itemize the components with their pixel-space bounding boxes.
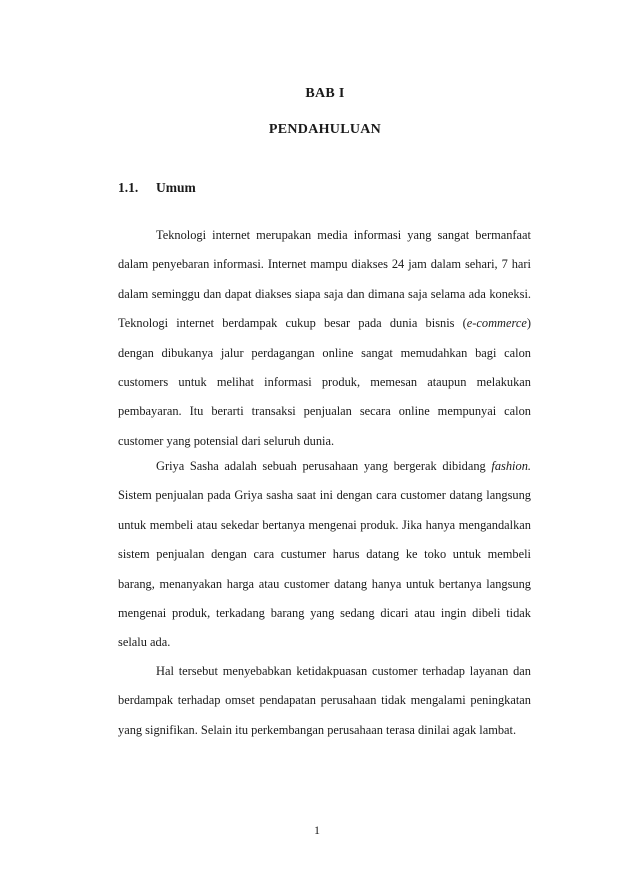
text-line: sistem penjualan dengan cara custumer harus datang ke toko untuk membeli [118,547,531,562]
italic-term: fashion. [491,459,531,473]
chapter-title: PENDAHULUAN [268,122,382,137]
text-line: untuk membeli atau sekedar bertanya mengenai produk. Jika hanya mengandalkan [118,517,531,532]
paragraph-2 [118,452,531,658]
section-title: Umum [156,180,196,195]
text-line: Hal tersebut menyebabkan ketidakpuasan customer terhadap layanan dan [156,664,531,678]
text-line: pembayaran. Itu berarti transaksi penjualan secara online mempunyai calon [118,404,531,419]
page-number: 1 [314,823,320,837]
section-number: 1.1. [118,180,139,195]
text-line: dengan dibukanya jalur perdagangan online sangat memudahkan bagi calon [118,345,531,360]
text-line: selalu ada. [118,635,171,650]
chapter-label: BAB I [305,86,345,101]
text-line: mengenai produk, terkadang barang yang sedang dicari atau ingin dibeli tidak [118,605,531,620]
italic-term: e-commerce [466,316,527,331]
paragraph-1 [118,221,531,456]
text-line: berdampak terhadap omset pendapatan perusahaan tidak mengalami peningkatan [118,693,531,708]
text-line-with-term [118,309,531,338]
text-segment: Griya Sasha adalah sebuah perusahaan yang bergerak dibidang [156,459,492,473]
section-heading [118,180,196,196]
text-line: dalam seminggu dan dapat diakses siapa saja dan dimana saja selama ada koneksi. [118,286,531,301]
text-segment: ) [526,316,531,331]
text-segment: Teknologi internet berdampak cukup besar pada dunia bisnis ( [118,316,467,331]
text-line: barang, menanyakan harga atau customer datang hanya untuk bertanya langsung [118,576,531,591]
text-line: dalam penyebaran informasi. Internet mampu diakses 24 jam dalam sehari, 7 hari [118,257,531,272]
paragraph-3 [118,657,531,745]
text-line-with-term [118,452,531,481]
text-line: customers untuk melihat informasi produk, memesan ataupun melakukan [118,374,531,389]
text-line: yang signifikan. Selain itu perkembangan perusahaan terasa dinilai agak lambat. [118,722,517,737]
text-line: Sistem penjualan pada Griya sasha saat ini dengan cara customer datang langsung [118,488,531,503]
text-line: Teknologi internet merupakan media informasi yang sangat bermanfaat [156,228,531,242]
text-line: customer yang potensial dari seluruh dunia. [118,433,335,448]
